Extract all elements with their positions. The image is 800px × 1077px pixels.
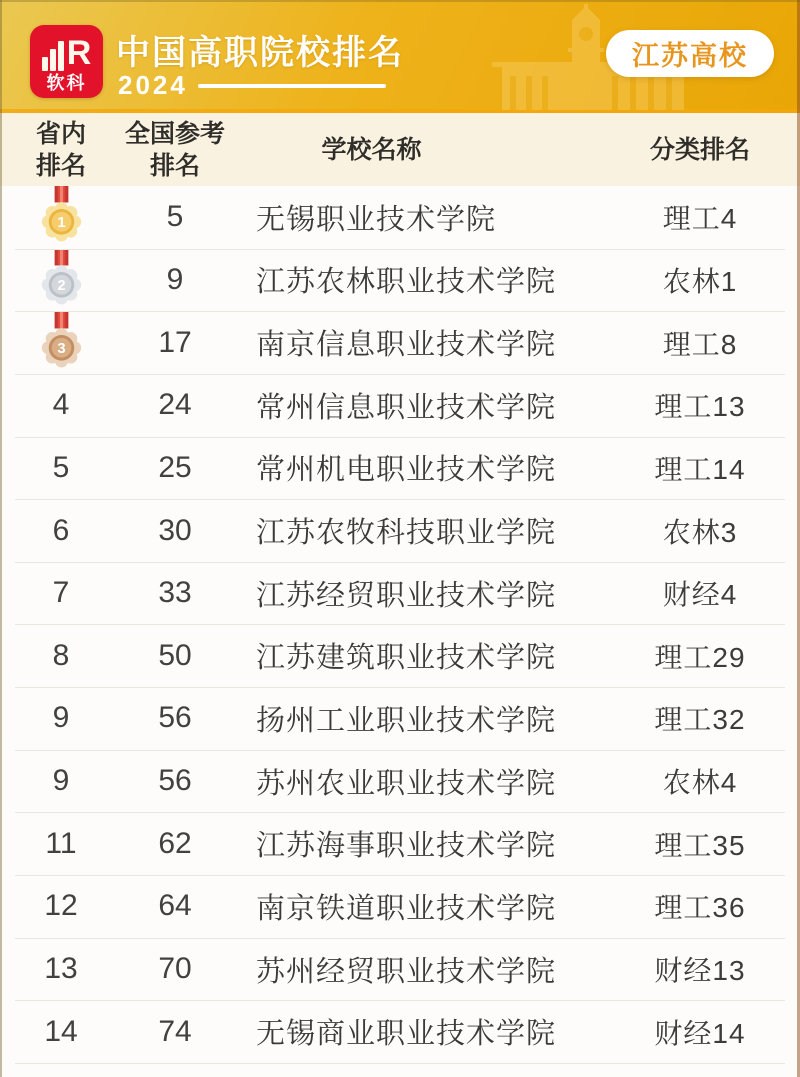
table-row	[0, 812, 800, 875]
table-row	[0, 624, 800, 687]
national-rank: 62	[158, 826, 192, 860]
category-rank: 财经13	[654, 955, 746, 986]
year-row	[118, 70, 386, 101]
frame-edge-top	[0, 0, 800, 2]
school-name: 江苏经贸职业技术学院	[256, 579, 557, 612]
shangharanking-logo	[30, 25, 103, 98]
category-rank-cell	[600, 1012, 800, 1052]
category-rank-cell	[600, 886, 800, 926]
category-rank-cell	[600, 636, 800, 676]
category-rank-cell	[600, 260, 800, 300]
national-rank-cell	[122, 388, 228, 422]
province-rank: 6	[52, 513, 70, 547]
national-rank-cell	[122, 514, 228, 548]
school-name: 江苏海事职业技术学院	[256, 830, 557, 863]
category-rank-cell	[600, 385, 800, 425]
medal-silver-icon	[39, 249, 84, 309]
medal-gold-icon	[39, 186, 84, 246]
page-title: 中国高职院校排名	[116, 34, 404, 72]
national-rank: 17	[158, 325, 192, 359]
school-name: 苏州经贸职业技术学院	[256, 955, 557, 988]
province-rank-cell	[0, 314, 122, 372]
table-row	[0, 1000, 800, 1063]
province-rank: 5	[52, 450, 70, 484]
province-rank: 14	[44, 1014, 78, 1048]
province-rank-cell	[0, 251, 122, 309]
province-rank: 9	[52, 764, 70, 798]
province-rank: 8	[52, 638, 70, 672]
province-rank: 4	[52, 388, 70, 422]
school-name-cell	[228, 823, 600, 864]
school-name-cell	[228, 635, 600, 676]
col-header-province-rank	[0, 118, 122, 182]
col-header-line: 排名	[149, 151, 200, 180]
category-rank: 理工4	[662, 203, 738, 235]
national-rank-cell	[122, 952, 228, 986]
col-header-line: 全国参考	[124, 119, 225, 148]
table-row	[0, 562, 800, 625]
province-rank-cell	[0, 451, 122, 485]
col-header-line: 学校名称	[321, 135, 422, 164]
table-row	[0, 938, 800, 1001]
national-rank: 9	[166, 262, 184, 296]
school-name: 江苏农牧科技职业学院	[256, 517, 557, 550]
category-rank: 农林3	[662, 516, 738, 548]
school-name: 南京信息职业技术学院	[256, 329, 557, 362]
year-underline	[198, 84, 386, 88]
category-rank: 理工32	[654, 704, 746, 736]
table-row	[0, 875, 800, 938]
national-rank: 5	[166, 200, 184, 234]
school-name-cell	[228, 510, 600, 551]
category-rank: 理工35	[654, 829, 746, 861]
school-name: 无锡商业职业技术学院	[256, 1018, 557, 1051]
province-rank-cell	[0, 514, 122, 548]
table-row	[0, 186, 800, 249]
national-rank-cell	[122, 827, 228, 861]
category-rank: 理工13	[654, 391, 746, 423]
school-name-cell	[228, 761, 600, 802]
province-rank-cell	[0, 188, 122, 246]
national-rank-cell	[122, 701, 228, 735]
table-row	[0, 437, 800, 500]
logo-brand-text: 软科	[46, 73, 87, 93]
national-rank: 74	[158, 1014, 192, 1048]
school-name-cell	[228, 698, 600, 739]
province-rank-cell	[0, 388, 122, 422]
school-name-cell	[228, 573, 600, 614]
category-rank-cell	[600, 573, 800, 613]
national-rank-cell	[122, 639, 228, 673]
school-name: 江苏建筑职业技术学院	[256, 642, 557, 675]
national-rank-cell	[122, 200, 228, 234]
national-rank-cell	[122, 451, 228, 485]
school-name-cell	[228, 1011, 600, 1052]
school-name-cell	[228, 259, 600, 300]
national-rank: 56	[158, 764, 192, 798]
category-rank: 农林1	[662, 265, 738, 297]
school-name: 江苏农林职业技术学院	[256, 266, 557, 299]
school-name-cell	[228, 385, 600, 426]
table-row	[0, 374, 800, 437]
national-rank-cell	[122, 1015, 228, 1049]
medal-bronze-icon	[39, 312, 84, 372]
school-name-cell	[228, 447, 600, 488]
category-rank: 农林4	[662, 767, 738, 799]
school-name-cell	[228, 886, 600, 927]
national-rank-cell	[122, 764, 228, 798]
col-header-category-rank	[600, 134, 800, 166]
category-rank-cell	[600, 949, 800, 989]
province-rank-cell	[0, 576, 122, 610]
category-rank: 理工14	[654, 453, 746, 485]
table-row	[0, 311, 800, 374]
col-header-school-name	[228, 134, 600, 166]
province-rank-cell	[0, 889, 122, 923]
school-name: 常州机电职业技术学院	[256, 454, 557, 487]
province-rank-cell	[0, 639, 122, 673]
school-name-cell	[228, 322, 600, 363]
school-name: 苏州农业职业技术学院	[256, 767, 557, 800]
national-rank: 25	[158, 450, 192, 484]
national-rank: 70	[158, 952, 192, 985]
category-rank: 财经14	[654, 1017, 746, 1049]
table-body	[0, 186, 800, 1077]
school-name: 扬州工业职业技术学院	[256, 704, 557, 737]
province-rank-cell	[0, 701, 122, 735]
category-rank: 财经4	[662, 579, 738, 611]
national-rank-cell	[122, 326, 228, 360]
col-header-line: 省内	[35, 119, 86, 148]
category-rank-cell	[600, 511, 800, 551]
national-rank-cell	[122, 576, 228, 610]
category-rank-cell	[600, 824, 800, 864]
col-header-national-rank	[122, 118, 228, 182]
table-row	[0, 249, 800, 312]
national-rank-cell	[122, 889, 228, 923]
school-name: 南京铁道职业技术学院	[256, 892, 557, 925]
table-row	[0, 750, 800, 813]
province-rank: 13	[44, 952, 78, 985]
national-rank: 56	[158, 701, 192, 735]
table-bottom-divider	[0, 1063, 800, 1064]
province-rank-cell	[0, 1015, 122, 1049]
province-rank-cell	[0, 764, 122, 798]
school-name-cell	[228, 197, 600, 238]
table-row	[0, 499, 800, 562]
frame-edge-left	[0, 0, 2, 1077]
medal-rank-number: 2	[56, 278, 66, 295]
category-rank-cell	[600, 698, 800, 738]
national-rank: 24	[158, 388, 192, 422]
province-rank: 9	[52, 701, 70, 735]
table-row	[0, 687, 800, 750]
national-rank: 30	[158, 513, 192, 547]
category-rank: 理工8	[662, 328, 738, 360]
school-name: 无锡职业技术学院	[256, 203, 497, 236]
category-rank-cell	[600, 761, 800, 801]
province-rank-cell	[0, 827, 122, 861]
school-name: 常州信息职业技术学院	[256, 391, 557, 424]
col-header-line: 排名	[35, 151, 86, 180]
category-rank: 理工36	[654, 892, 746, 924]
logo-barchart-icon	[42, 31, 92, 71]
year-label: 2024	[118, 70, 188, 100]
medal-rank-number: 3	[56, 340, 66, 357]
province-rank: 11	[45, 826, 77, 860]
header-banner	[0, 0, 800, 113]
national-rank: 64	[158, 889, 192, 923]
logo-letter-r: R	[66, 34, 92, 72]
national-rank: 50	[158, 638, 192, 672]
category-rank-cell	[600, 323, 800, 363]
national-rank-cell	[122, 263, 228, 297]
province-badge: 江苏高校	[606, 30, 774, 77]
category-rank-cell	[600, 448, 800, 488]
category-rank: 理工29	[654, 641, 746, 673]
province-rank: 7	[52, 576, 70, 610]
national-rank: 33	[158, 576, 192, 610]
province-rank-cell	[0, 952, 122, 986]
school-name-cell	[228, 949, 600, 990]
col-header-line: 分类排名	[649, 135, 750, 164]
category-rank-cell	[600, 197, 800, 237]
province-rank: 12	[44, 889, 78, 923]
table-header	[0, 113, 800, 186]
medal-rank-number: 1	[56, 215, 66, 232]
